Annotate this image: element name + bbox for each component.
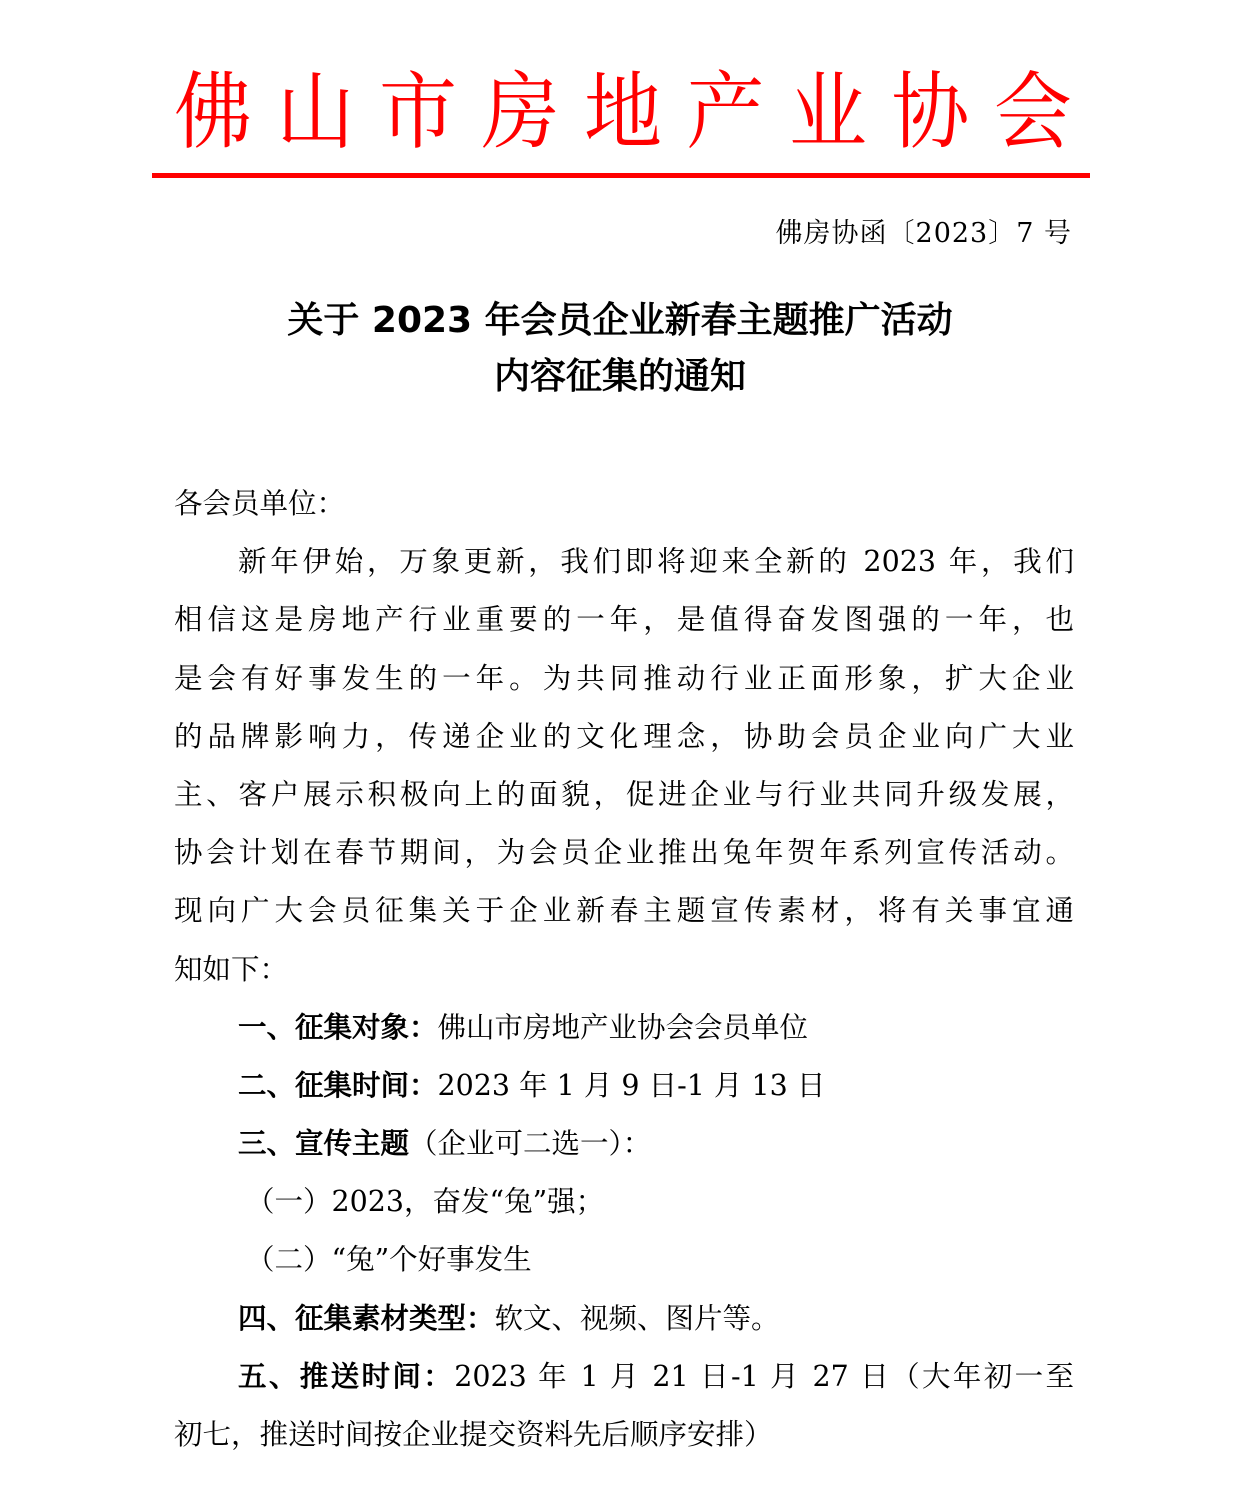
item-label: 二、征集时间： [238,1068,438,1102]
salutation: 各会员单位： [174,487,346,520]
document-number: 佛房协函〔2023〕7 号 [775,218,1072,249]
item-label: 一、征集对象： [238,1010,438,1044]
item-collection-target [174,999,1074,1057]
masthead-char: 产 [686,64,765,162]
item-label: 四、征集素材类型： [238,1301,495,1335]
paragraph-line: 是会有好事发生的一年。为共同推动行业正面形象，扩大企业 [174,661,1074,695]
masthead-char: 市 [378,64,457,162]
item-label: 五、推送时间： [238,1359,455,1393]
item-value: 2023 年 1 月 21 日-1 月 27 日（大年初一至 [454,1359,1074,1393]
masthead-char: 协 [891,64,970,162]
title-line-2: 内容征集的通知 [493,356,746,397]
masthead-char: 地 [583,64,662,162]
item-label: 三、宣传主题 [238,1127,410,1161]
organization-masthead [152,64,1090,162]
theme-option-2: （二）“兔”个好事发生 [246,1243,532,1277]
item-value: 软文、视频、图片等。 [494,1301,780,1335]
item-material-types [174,1290,1074,1348]
paragraph-line: 现向广大会员征集关于企业新春主题宣传素材，将有关事宜通 [174,894,1074,928]
paragraph-line: 新年伊始，万象更新，我们即将迎来全新的 2023 年，我们 [238,545,1074,579]
item-value: （企业可二选一）： [409,1127,652,1161]
document-title [0,293,1240,405]
theme-option-1: （一）2023，奋发“兔”强； [246,1185,605,1219]
header-divider [152,173,1090,178]
item-value: 2023 年 1 月 9 日-1 月 13 日 [437,1068,826,1102]
paragraph-line: 主、客户展示积极向上的面貌，促进企业与行业共同升级发展， [174,777,1074,811]
masthead-char: 山 [276,64,355,162]
paragraph-line: 协会计划在春节期间，为会员企业推出兔年贺年系列宣传活动。 [174,836,1074,870]
paragraph-line: 知如下： [174,952,289,986]
item-push-time [174,1348,1074,1406]
paragraph-line: 相信这是房地产行业重要的一年，是值得奋发图强的一年，也 [174,603,1074,637]
item-value: 佛山市房地产业协会会员单位 [437,1010,809,1044]
masthead-char: 会 [993,64,1072,162]
item-promotion-theme [174,1115,1074,1173]
masthead-char: 业 [788,64,867,162]
paragraph-line: 的品牌影响力，传递企业的文化理念，协助会员企业向广大业 [174,719,1074,753]
title-line-1: 关于 2023 年会员企业新春主题推广活动 [287,300,953,341]
item-push-time-continuation: 初七，推送时间按企业提交资料先后顺序安排） [174,1418,773,1451]
masthead-char: 房 [481,64,560,162]
document-body [174,475,1074,1464]
masthead-char: 佛 [174,64,253,162]
item-collection-period [174,1057,1074,1115]
